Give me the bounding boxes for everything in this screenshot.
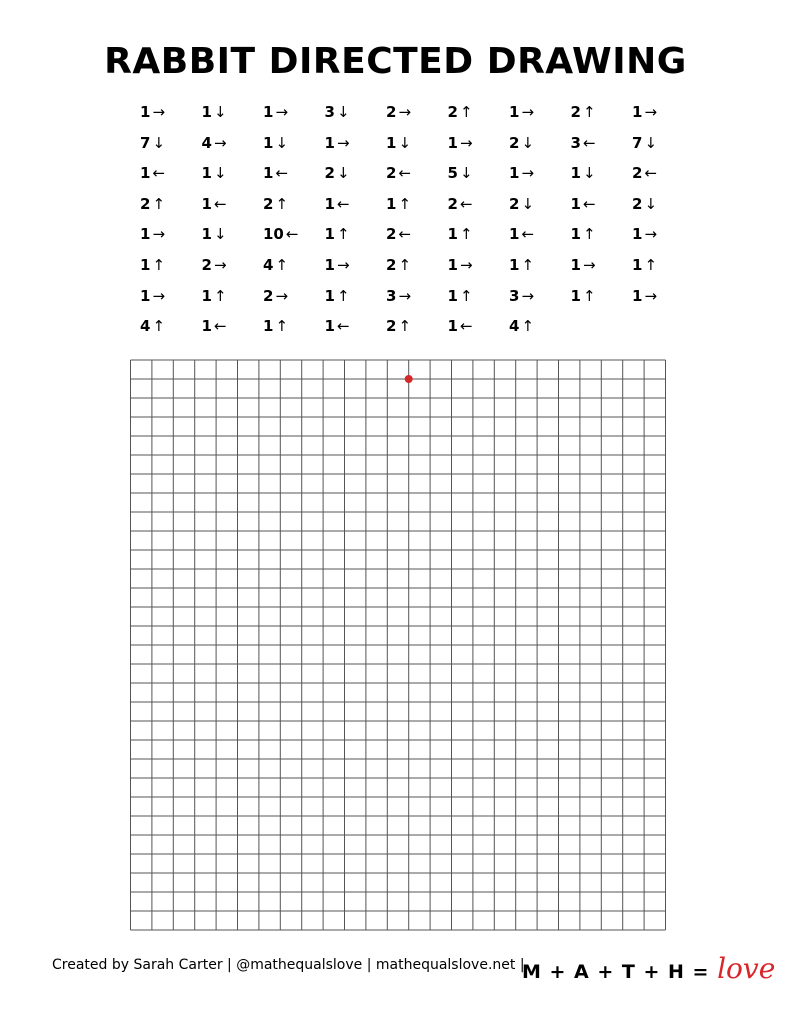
step-arrow-icon: ↓ [213, 164, 227, 183]
step-count: 1 [509, 256, 520, 274]
direction-step [509, 286, 535, 305]
step-count: 7 [140, 133, 151, 152]
step-arrow-icon: ↑ [582, 225, 596, 244]
step-arrow-icon: ↓ [213, 103, 227, 121]
step-arrow-icon: ← [644, 164, 658, 183]
step-arrow-icon: → [582, 256, 596, 274]
step-arrow-icon: → [644, 103, 658, 121]
direction-step [632, 105, 657, 120]
step-count: 1 [632, 286, 643, 305]
direction-step [386, 319, 411, 334]
step-arrow-icon: → [644, 225, 658, 244]
step-count: 1 [509, 225, 520, 244]
direction-step [325, 166, 350, 181]
step-count: 1 [140, 225, 151, 244]
step-arrow-icon: → [152, 225, 166, 244]
directions-grid [140, 105, 700, 345]
step-arrow-icon: → [336, 133, 350, 152]
direction-step [571, 105, 596, 120]
step-count: 1 [324, 317, 335, 336]
step-count: 1 [447, 225, 458, 244]
direction-step [201, 194, 227, 213]
step-arrow-icon: ↑ [152, 256, 166, 274]
step-count: 4 [140, 317, 151, 336]
step-count: 3 [324, 103, 335, 121]
direction-step [571, 258, 596, 273]
step-arrow-icon: ← [398, 225, 412, 244]
step-count: 1 [570, 225, 581, 244]
direction-step [324, 133, 350, 152]
step-count: 1 [509, 164, 520, 183]
step-count: 1 [201, 317, 212, 336]
direction-step [325, 105, 350, 120]
page-title: RABBIT DIRECTED DRAWING [104, 41, 687, 82]
step-arrow-icon: ↓ [521, 133, 535, 152]
step-count: 4 [263, 256, 274, 274]
step-count: 1 [570, 286, 581, 305]
direction-step [325, 227, 350, 242]
step-count: 2 [447, 103, 458, 121]
direction-step [202, 258, 227, 273]
step-count: 2 [447, 194, 458, 213]
direction-step [509, 227, 534, 242]
direction-step [386, 227, 411, 242]
step-arrow-icon: → [521, 164, 535, 183]
step-count: 1 [632, 103, 643, 121]
direction-step [570, 194, 596, 213]
step-count: 1 [263, 164, 274, 183]
direction-step [632, 166, 657, 181]
direction-step [386, 105, 411, 120]
direction-step [325, 258, 350, 273]
step-count: 1 [140, 164, 151, 183]
direction-step [140, 105, 165, 120]
step-arrow-icon: ↓ [275, 133, 289, 152]
step-count: 1 [447, 256, 458, 274]
step-count: 1 [570, 256, 581, 274]
direction-step [509, 258, 534, 273]
step-count: 1 [263, 317, 274, 336]
step-count: 2 [140, 194, 151, 213]
step-count: 1 [324, 286, 335, 305]
direction-step [448, 166, 473, 181]
step-count: 2 [386, 256, 397, 274]
step-arrow-icon: → [275, 103, 289, 121]
step-arrow-icon: → [336, 256, 350, 274]
step-arrow-icon: → [213, 256, 227, 274]
direction-step [632, 133, 658, 152]
step-count: 1 [570, 194, 581, 213]
step-arrow-icon: ↑ [336, 286, 350, 305]
step-arrow-icon: → [213, 133, 227, 152]
direction-step [140, 194, 166, 213]
step-count: 2 [509, 133, 520, 152]
direction-step [386, 194, 412, 213]
step-count: 2 [386, 225, 397, 244]
direction-step [632, 194, 658, 213]
direction-step [386, 258, 411, 273]
direction-step [509, 319, 534, 334]
direction-step [386, 166, 411, 181]
step-arrow-icon: ↑ [336, 225, 350, 244]
step-count: 2 [201, 256, 212, 274]
step-count: 1 [632, 225, 643, 244]
step-arrow-icon: ↓ [336, 164, 350, 183]
drawing-grid[interactable] [128, 358, 668, 933]
step-arrow-icon: ↑ [275, 256, 289, 274]
direction-step [448, 227, 473, 242]
step-count: 1 [447, 286, 458, 305]
step-arrow-icon: → [459, 133, 473, 152]
direction-step [509, 105, 534, 120]
step-count: 10 [263, 225, 284, 244]
direction-step [140, 286, 166, 305]
step-arrow-icon: ← [336, 317, 350, 336]
step-arrow-icon: ↑ [459, 286, 473, 305]
direction-step [140, 133, 166, 152]
direction-step [263, 286, 289, 305]
step-count: 7 [632, 133, 643, 152]
step-count: 1 [140, 103, 151, 121]
direction-step [448, 105, 473, 120]
direction-step [140, 166, 165, 181]
step-arrow-icon: ↑ [521, 256, 535, 274]
footer [52, 952, 776, 985]
step-arrow-icon: → [459, 256, 473, 274]
step-count: 1 [447, 133, 458, 152]
step-arrow-icon: ← [152, 164, 166, 183]
step-count: 2 [632, 194, 643, 213]
direction-step [632, 258, 657, 273]
step-count: 3 [570, 133, 581, 152]
step-arrow-icon: ↓ [582, 164, 596, 183]
start-point-dot [405, 375, 413, 383]
step-arrow-icon: → [275, 286, 289, 305]
direction-step [202, 105, 227, 120]
step-count: 2 [386, 164, 397, 183]
step-arrow-icon: ← [521, 225, 535, 244]
step-count: 1 [570, 164, 581, 183]
step-arrow-icon: ↑ [152, 194, 166, 213]
step-arrow-icon: ↓ [459, 164, 473, 183]
step-arrow-icon: → [152, 103, 166, 121]
step-arrow-icon: ↑ [398, 256, 412, 274]
step-count: 1 [509, 103, 520, 121]
direction-step [263, 227, 298, 242]
step-count: 2 [509, 194, 520, 213]
step-arrow-icon: → [644, 286, 658, 305]
step-arrow-icon: ← [336, 194, 350, 213]
step-count: 5 [447, 164, 458, 183]
step-arrow-icon: ← [582, 194, 596, 213]
step-arrow-icon: ↓ [336, 103, 350, 121]
direction-step [571, 166, 596, 181]
direction-step [509, 194, 535, 213]
direction-step [263, 133, 289, 152]
step-arrow-icon: ← [213, 194, 227, 213]
direction-step [509, 133, 535, 152]
direction-step [202, 319, 227, 334]
step-count: 2 [570, 103, 581, 121]
step-arrow-icon: ← [459, 317, 473, 336]
direction-step [201, 286, 227, 305]
direction-step [632, 227, 657, 242]
step-count: 2 [324, 164, 335, 183]
step-arrow-icon: ↓ [398, 133, 412, 152]
step-count: 3 [386, 286, 397, 305]
step-count: 1 [324, 194, 335, 213]
step-count: 1 [324, 225, 335, 244]
logo-love-word: love [717, 952, 776, 985]
step-count: 1 [324, 256, 335, 274]
step-count: 4 [509, 317, 520, 336]
step-arrow-icon: → [521, 103, 535, 121]
step-count: 1 [201, 286, 212, 305]
step-arrow-icon: ↑ [213, 286, 227, 305]
step-count: 1 [632, 256, 643, 274]
step-arrow-icon: ← [213, 317, 227, 336]
direction-step [263, 258, 288, 273]
step-arrow-icon: ↓ [213, 225, 227, 244]
logo-text: M + A + T + H = [522, 961, 710, 983]
step-count: 1 [263, 103, 274, 121]
step-arrow-icon: ↑ [398, 317, 412, 336]
step-count: 2 [263, 194, 274, 213]
direction-step [140, 319, 165, 334]
direction-step [201, 133, 227, 152]
step-arrow-icon: ↑ [275, 194, 289, 213]
step-count: 2 [386, 317, 397, 336]
step-arrow-icon: ↑ [644, 256, 658, 274]
direction-step [448, 258, 473, 273]
step-count: 1 [201, 194, 212, 213]
step-arrow-icon: ↑ [521, 317, 535, 336]
direction-step [447, 133, 473, 152]
direction-step [447, 286, 473, 305]
step-arrow-icon: ↑ [582, 103, 596, 121]
step-count: 4 [201, 133, 212, 152]
step-arrow-icon: ↓ [521, 194, 535, 213]
direction-step [386, 133, 412, 152]
math-love-logo [522, 952, 775, 985]
step-count: 1 [324, 133, 335, 152]
step-arrow-icon: ↓ [644, 133, 658, 152]
step-count: 2 [263, 286, 274, 305]
step-arrow-icon: ↑ [459, 225, 473, 244]
step-count: 1 [140, 256, 151, 274]
direction-step [202, 166, 227, 181]
step-arrow-icon: → [398, 286, 412, 305]
step-arrow-icon: ← [285, 225, 299, 244]
step-arrow-icon: → [398, 103, 412, 121]
step-arrow-icon: → [521, 286, 535, 305]
direction-step [386, 286, 412, 305]
step-arrow-icon: ← [398, 164, 412, 183]
direction-step [571, 227, 596, 242]
step-count: 1 [386, 133, 397, 152]
step-arrow-icon: ← [459, 194, 473, 213]
direction-step [263, 166, 288, 181]
step-count: 2 [632, 164, 643, 183]
step-count: 1 [201, 225, 212, 244]
direction-step [324, 194, 350, 213]
direction-step [140, 227, 165, 242]
step-count: 1 [140, 286, 151, 305]
step-count: 1 [263, 133, 274, 152]
step-count: 1 [447, 317, 458, 336]
direction-step [570, 133, 596, 152]
direction-step [447, 194, 473, 213]
step-arrow-icon: ← [582, 133, 596, 152]
step-arrow-icon: ↓ [644, 194, 658, 213]
step-arrow-icon: ↓ [152, 133, 166, 152]
step-count: 1 [201, 103, 212, 121]
step-count: 1 [201, 164, 212, 183]
direction-step [448, 319, 473, 334]
direction-step [202, 227, 227, 242]
step-arrow-icon: ↑ [582, 286, 596, 305]
step-count: 3 [509, 286, 520, 305]
direction-step [140, 258, 165, 273]
direction-step [325, 319, 350, 334]
direction-step [509, 166, 534, 181]
direction-step [263, 319, 288, 334]
direction-step [263, 194, 289, 213]
direction-step [263, 105, 288, 120]
step-arrow-icon: ↑ [459, 103, 473, 121]
step-arrow-icon: ↑ [152, 317, 166, 336]
direction-step [632, 286, 658, 305]
footer-credit: Created by Sarah Carter | @mathequalslove | mathequalslove.net | [52, 957, 525, 973]
direction-step [324, 286, 350, 305]
step-count: 1 [386, 194, 397, 213]
step-arrow-icon: → [152, 286, 166, 305]
step-arrow-icon: ↑ [275, 317, 289, 336]
direction-step [570, 286, 596, 305]
step-count: 2 [386, 103, 397, 121]
step-arrow-icon: ↑ [398, 194, 412, 213]
step-arrow-icon: ← [275, 164, 289, 183]
